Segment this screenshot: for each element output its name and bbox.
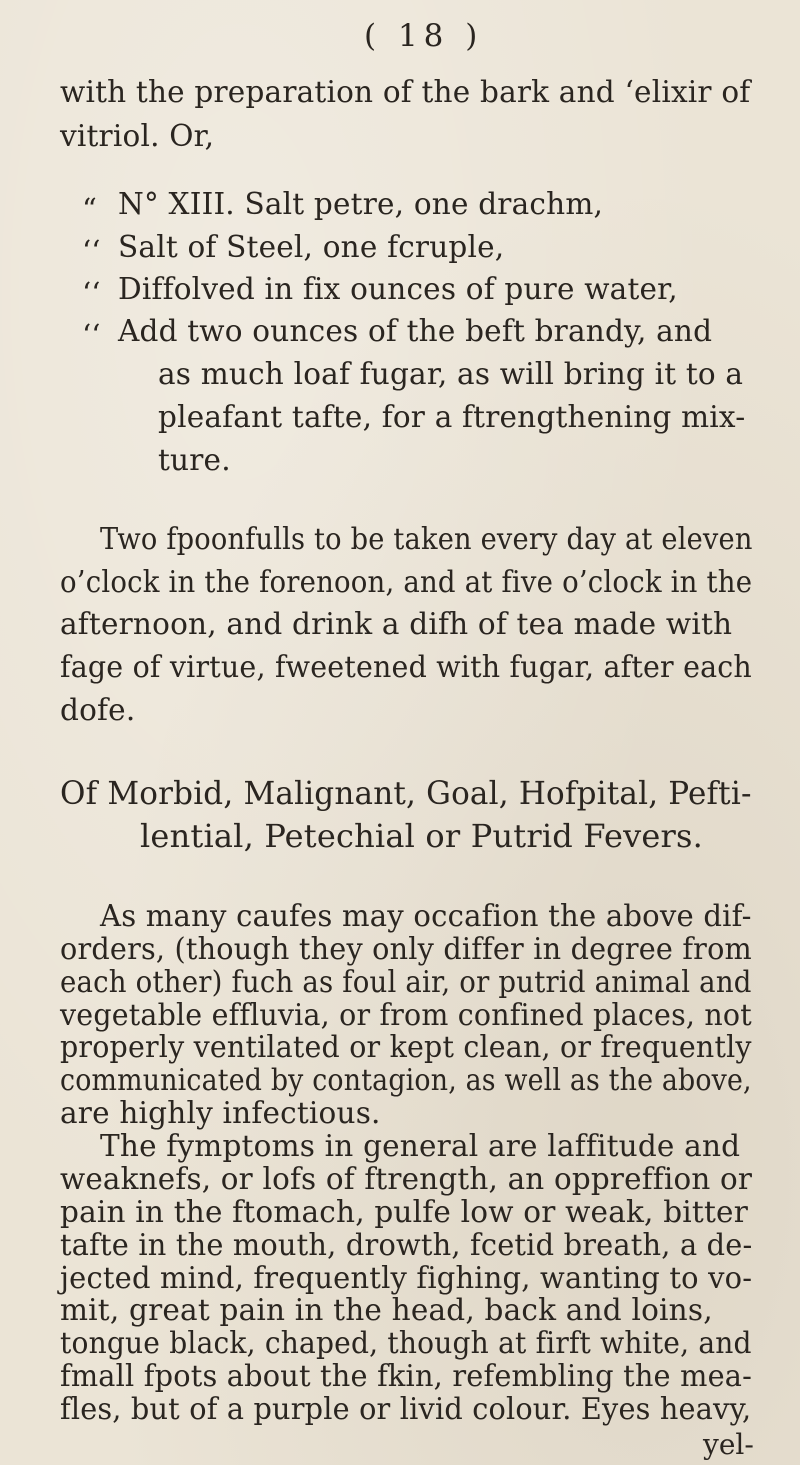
page-header: ( 18 ) bbox=[364, 18, 484, 54]
body-line-8: The fymptoms in general are laffitude and bbox=[100, 1129, 741, 1163]
body-line-14: tongue black, chaped, though at firft white, and bbox=[60, 1326, 752, 1360]
quote-mark: ‘‘ bbox=[82, 234, 101, 268]
quote-mark: ‘‘ bbox=[82, 318, 101, 352]
quote-mark: “ bbox=[82, 192, 97, 226]
dose-line-1: Two fpoonfulls to be taken every day at eleven bbox=[100, 522, 753, 556]
recipe-line-4: Add two ounces of the beft brandy, and bbox=[118, 314, 713, 348]
dose-line-4: fage of virtue, fweetened with fugar, after each bbox=[60, 650, 752, 684]
quote-mark: ‘‘ bbox=[82, 276, 101, 310]
body-line-4: vegetable effluvia, or from confined places, not bbox=[60, 998, 752, 1032]
recipe-line-1: N° XIII. Salt petre, one drachm, bbox=[118, 187, 604, 221]
body-line-11: tafte in the mouth, drowth, fcetid breath, a de- bbox=[60, 1228, 753, 1262]
dose-line-2: o’clock in the forenoon, and at five o’clock in the bbox=[60, 565, 753, 599]
section-heading-line-1: Of Morbid, Malignant, Goal, Hofpital, Pefti- bbox=[60, 774, 752, 812]
recipe-line-7: ture. bbox=[158, 443, 231, 477]
body-line-3: each other) fuch as foul air, or putrid animal and bbox=[60, 965, 752, 999]
dose-line-5: dofe. bbox=[60, 693, 136, 727]
intro-line-2: vitriol. Or, bbox=[60, 119, 215, 153]
body-line-5: properly ventilated or kept clean, or frequently bbox=[60, 1030, 752, 1064]
recipe-line-6: pleafant tafte, for a ftrengthening mix- bbox=[158, 400, 746, 434]
recipe-line-3: Diffolved in fix ounces of pure water, bbox=[118, 272, 678, 306]
recipe-line-2: Salt of Steel, one fcruple, bbox=[118, 230, 505, 264]
recipe-line-5: as much loaf fugar, as will bring it to a bbox=[158, 357, 744, 391]
body-line-10: pain in the ftomach, pulfe low or weak, bitter bbox=[60, 1195, 749, 1229]
body-line-2: orders, (though they only differ in degree from bbox=[60, 932, 752, 966]
intro-line-1: with the preparation of the bark and ‘elixir of bbox=[60, 75, 751, 109]
body-line-13: mit, great pain in the head, back and loins, bbox=[60, 1293, 713, 1327]
body-line-15: fmall fpots about the fkin, refembling the mea- bbox=[60, 1359, 753, 1393]
body-line-12: jected mind, frequently fighing, wanting to vo- bbox=[60, 1261, 753, 1295]
body-line-9: weaknefs, or lofs of ftrength, an oppreffion or bbox=[60, 1162, 753, 1196]
body-line-16: fles, but of a purple or livid colour. Eyes heavy, bbox=[60, 1392, 752, 1426]
body-line-6: communicated by contagion, as well as the above, bbox=[60, 1063, 752, 1097]
section-heading-line-2: lential, Petechial or Putrid Fevers. bbox=[140, 817, 704, 855]
dose-line-3: afternoon, and drink a difh of tea made with bbox=[60, 607, 733, 641]
body-line-7: are highly infectious. bbox=[60, 1096, 381, 1130]
body-line-1: As many caufes may occafion the above dif- bbox=[100, 899, 752, 933]
catchword: yel- bbox=[703, 1428, 754, 1461]
